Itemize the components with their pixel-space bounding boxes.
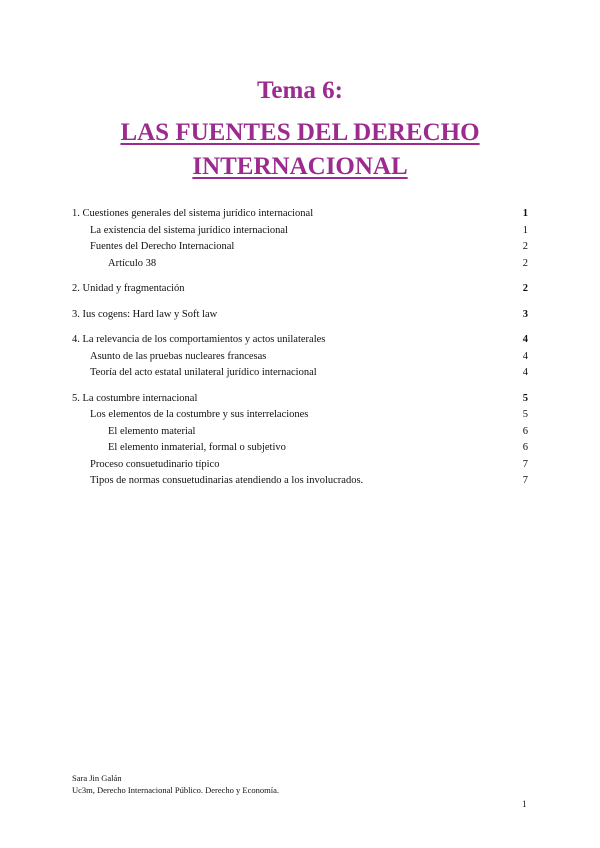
toc-entry[interactable] (72, 365, 528, 382)
toc-entry-label: 5. La costumbre internacional (72, 392, 198, 404)
footer-author: Sara Jin Galán (72, 773, 122, 783)
toc-entry[interactable] (72, 256, 528, 273)
toc-entry[interactable] (72, 307, 528, 324)
toc-entry[interactable] (72, 440, 528, 457)
toc-section (72, 391, 528, 490)
toc-entry-page: 3 (522, 308, 528, 320)
toc-entry[interactable] (72, 281, 528, 298)
topic-number: Tema 6: (257, 77, 343, 104)
table-of-contents (72, 206, 528, 499)
toc-entry[interactable] (72, 391, 528, 408)
toc-entry-page: 4 (522, 334, 528, 345)
toc-entry-label: La existencia del sistema jurídico internacional (90, 224, 288, 236)
toc-section (72, 332, 528, 382)
toc-entry[interactable] (72, 473, 528, 490)
toc-entry-label: Fuentes del Derecho Internacional (90, 241, 235, 252)
toc-entry-page: 1 (522, 208, 528, 219)
toc-entry-label: Artículo 38 (108, 257, 157, 269)
toc-entry-page: 4 (522, 367, 528, 378)
footer-course: Uc3m, Derecho Internacional Público. Derecho y Economía. (72, 785, 279, 795)
toc-entry[interactable] (72, 349, 528, 366)
toc-entry-page: 4 (522, 350, 528, 362)
toc-entry-page: 1 (522, 224, 528, 236)
page-number: 1 (522, 800, 527, 810)
toc-entry[interactable] (72, 424, 528, 441)
toc-section (72, 307, 528, 324)
toc-entry[interactable] (72, 332, 528, 349)
toc-entry-label: Teoría del acto estatal unilateral jurídico internacional (90, 367, 317, 378)
title-block (0, 76, 600, 184)
toc-section (72, 206, 528, 272)
toc-entry-page: 7 (522, 475, 528, 486)
toc-entry-page: 5 (522, 392, 528, 404)
toc-entry[interactable] (72, 407, 528, 424)
toc-entry-page: 6 (522, 442, 528, 453)
toc-section (72, 281, 528, 298)
footer (72, 772, 279, 796)
toc-entry-page: 5 (522, 409, 528, 420)
toc-entry[interactable] (72, 457, 528, 474)
toc-entry-label: 4. La relevancia de los comportamientos y actos unilaterales (72, 334, 326, 345)
toc-entry-label: Los elementos de la costumbre y sus interrelaciones (90, 409, 309, 420)
toc-entry-label: 1. Cuestiones generales del sistema jurídico internacional (72, 208, 314, 219)
toc-entry-label: Asunto de las pruebas nucleares francesas (90, 350, 267, 362)
toc-entry-page: 7 (522, 458, 528, 470)
toc-entry-label: El elemento inmaterial, formal o subjetivo (108, 442, 286, 453)
toc-entry-label: Tipos de normas consuetudinarias atendiendo a los involucrados. (90, 475, 364, 486)
toc-entry-page: 2 (522, 257, 528, 269)
toc-entry-label: El elemento material (108, 425, 196, 437)
document-title: LAS FUENTES DEL DERECHO INTERNACIONAL (120, 119, 480, 180)
toc-entry[interactable] (72, 223, 528, 240)
toc-entry-page: 2 (522, 283, 528, 294)
toc-entry-label: Proceso consuetudinario típico (90, 458, 220, 470)
toc-entry[interactable] (72, 206, 528, 223)
toc-entry[interactable] (72, 239, 528, 256)
toc-entry-page: 2 (522, 241, 528, 252)
toc-entry-label: 2. Unidad y fragmentación (72, 283, 185, 294)
toc-entry-page: 6 (522, 425, 528, 437)
toc-entry-label: 3. Ius cogens: Hard law y Soft law (72, 308, 218, 320)
